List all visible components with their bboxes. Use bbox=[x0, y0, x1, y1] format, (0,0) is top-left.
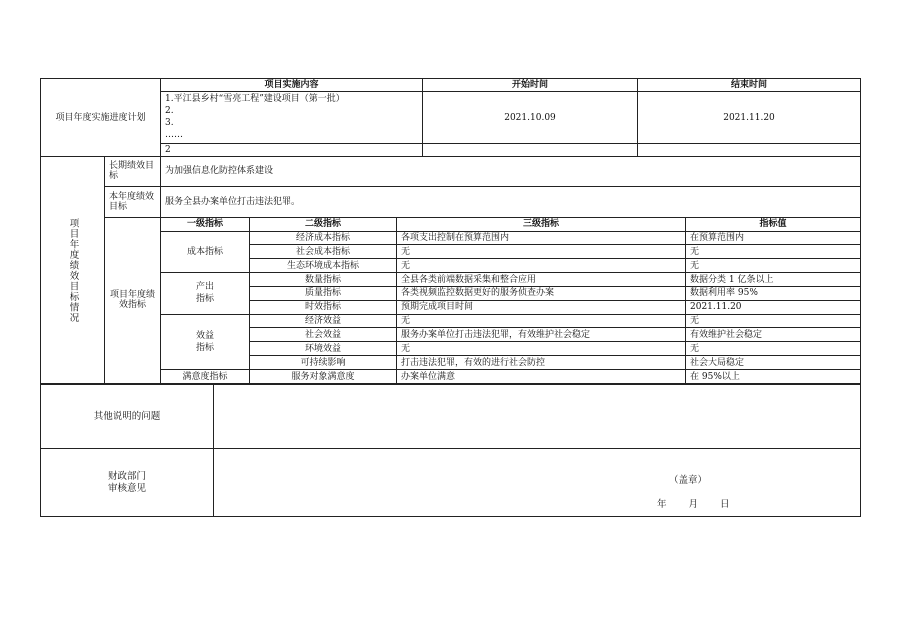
extra-row-end bbox=[638, 144, 861, 157]
satisfaction-indicator-label: 满意度指标 bbox=[161, 370, 250, 384]
benefit-l2: 社会效益 bbox=[250, 328, 397, 342]
output-value: 数据分类 1 亿条以上 bbox=[686, 273, 861, 287]
output-l3: 全县各类前端数据采集和整合应用 bbox=[397, 273, 686, 287]
benefit-l3: 服务办案单位打击违法犯罪，有效维护社会稳定 bbox=[397, 328, 686, 342]
benefit-l3: 打击违法犯罪，有效的进行社会防控 bbox=[397, 356, 686, 370]
output-label-line2: 指标 bbox=[195, 294, 214, 305]
satisfaction-l2: 服务对象满意度 bbox=[250, 370, 397, 384]
benefit-value: 社会大局稳定 bbox=[686, 356, 861, 370]
header-level1: 一级指标 bbox=[161, 217, 250, 231]
content-line-2: 2. bbox=[165, 106, 174, 116]
satisfaction-l3: 办案单位满意 bbox=[397, 370, 686, 384]
performance-section-label bbox=[41, 157, 105, 384]
finance-label-line2: 审核意见 bbox=[107, 482, 146, 494]
benefit-l3: 无 bbox=[397, 342, 686, 356]
benefit-value: 无 bbox=[686, 342, 861, 356]
annual-label: 本年度绩效目标 bbox=[105, 186, 161, 217]
cost-l3: 无 bbox=[397, 259, 686, 273]
content-line-1: 1.平江县乡村“雪亮工程”建设项目（第一批） bbox=[165, 94, 345, 104]
extra-row-index: 2 bbox=[161, 144, 423, 157]
schedule-row-label: 项目年度实施进度计划 bbox=[41, 79, 161, 157]
output-l3: 各类视频监控数据更好的服务侦查办案 bbox=[397, 286, 686, 300]
header-value: 指标值 bbox=[686, 217, 861, 231]
cost-l2: 经济成本指标 bbox=[250, 231, 397, 245]
header-end-time: 结束时间 bbox=[638, 79, 861, 92]
benefit-indicator-label bbox=[161, 314, 250, 369]
finance-review-content bbox=[214, 449, 861, 517]
performance-table bbox=[40, 156, 861, 384]
performance-section-label-text: 项目年度绩效目标情况 bbox=[67, 217, 79, 323]
schedule-content-cell bbox=[161, 92, 423, 144]
output-l2: 时效指标 bbox=[250, 300, 397, 314]
cost-value: 无 bbox=[686, 259, 861, 273]
output-value: 数据利用率 95% bbox=[686, 286, 861, 300]
output-label-line1: 产出 bbox=[195, 282, 214, 293]
indicator-label: 项目年度绩效指标 bbox=[105, 217, 161, 383]
schedule-table bbox=[40, 78, 861, 157]
header-content: 项目实施内容 bbox=[161, 79, 423, 92]
benefit-value: 有效维护社会稳定 bbox=[686, 328, 861, 342]
finance-review-label bbox=[41, 449, 214, 517]
end-date: 2021.11.20 bbox=[638, 92, 861, 144]
header-level3: 三级指标 bbox=[397, 217, 686, 231]
start-date: 2021.10.09 bbox=[423, 92, 638, 144]
cost-indicator-label: 成本指标 bbox=[161, 231, 250, 273]
long-term-text: 为加强信息化防控体系建设 bbox=[161, 157, 861, 187]
finance-label-line1: 财政部门 bbox=[107, 470, 146, 482]
extra-row-start bbox=[423, 144, 638, 157]
benefit-l2: 可持续影响 bbox=[250, 356, 397, 370]
other-notes-label: 其他说明的问题 bbox=[41, 385, 214, 449]
header-level2: 二级指标 bbox=[250, 217, 397, 231]
output-l2: 数量指标 bbox=[250, 273, 397, 287]
annual-text: 服务全县办案单位打击违法犯罪。 bbox=[161, 186, 861, 217]
output-l2: 质量指标 bbox=[250, 286, 397, 300]
long-term-label: 长期绩效目标 bbox=[105, 157, 161, 187]
content-line-3: 3. bbox=[165, 118, 174, 128]
output-value: 2021.11.20 bbox=[686, 300, 861, 314]
output-l3: 预期完成项目时间 bbox=[397, 300, 686, 314]
output-indicator-label bbox=[161, 273, 250, 315]
benefit-l2: 经济效益 bbox=[250, 314, 397, 328]
benefit-value: 无 bbox=[686, 314, 861, 328]
cost-l2: 社会成本指标 bbox=[250, 245, 397, 259]
benefit-label-line1: 效益 bbox=[195, 330, 214, 341]
benefit-l2: 环境效益 bbox=[250, 342, 397, 356]
cost-value: 无 bbox=[686, 245, 861, 259]
content-line-4: …… bbox=[165, 130, 183, 140]
benefit-label-line2: 指标 bbox=[195, 342, 214, 353]
cost-l3: 各项支出控制在预算范围内 bbox=[397, 231, 686, 245]
benefit-l3: 无 bbox=[397, 314, 686, 328]
review-table bbox=[40, 384, 861, 517]
cost-l3: 无 bbox=[397, 245, 686, 259]
date-line: 年 月 日 bbox=[657, 499, 731, 510]
cost-value: 在预算范围内 bbox=[686, 231, 861, 245]
satisfaction-value: 在 95%以上 bbox=[686, 370, 861, 384]
seal-text: （盖章） bbox=[669, 475, 708, 486]
cost-l2: 生态环境成本指标 bbox=[250, 259, 397, 273]
header-start-time: 开始时间 bbox=[423, 79, 638, 92]
other-notes-content bbox=[214, 385, 861, 449]
